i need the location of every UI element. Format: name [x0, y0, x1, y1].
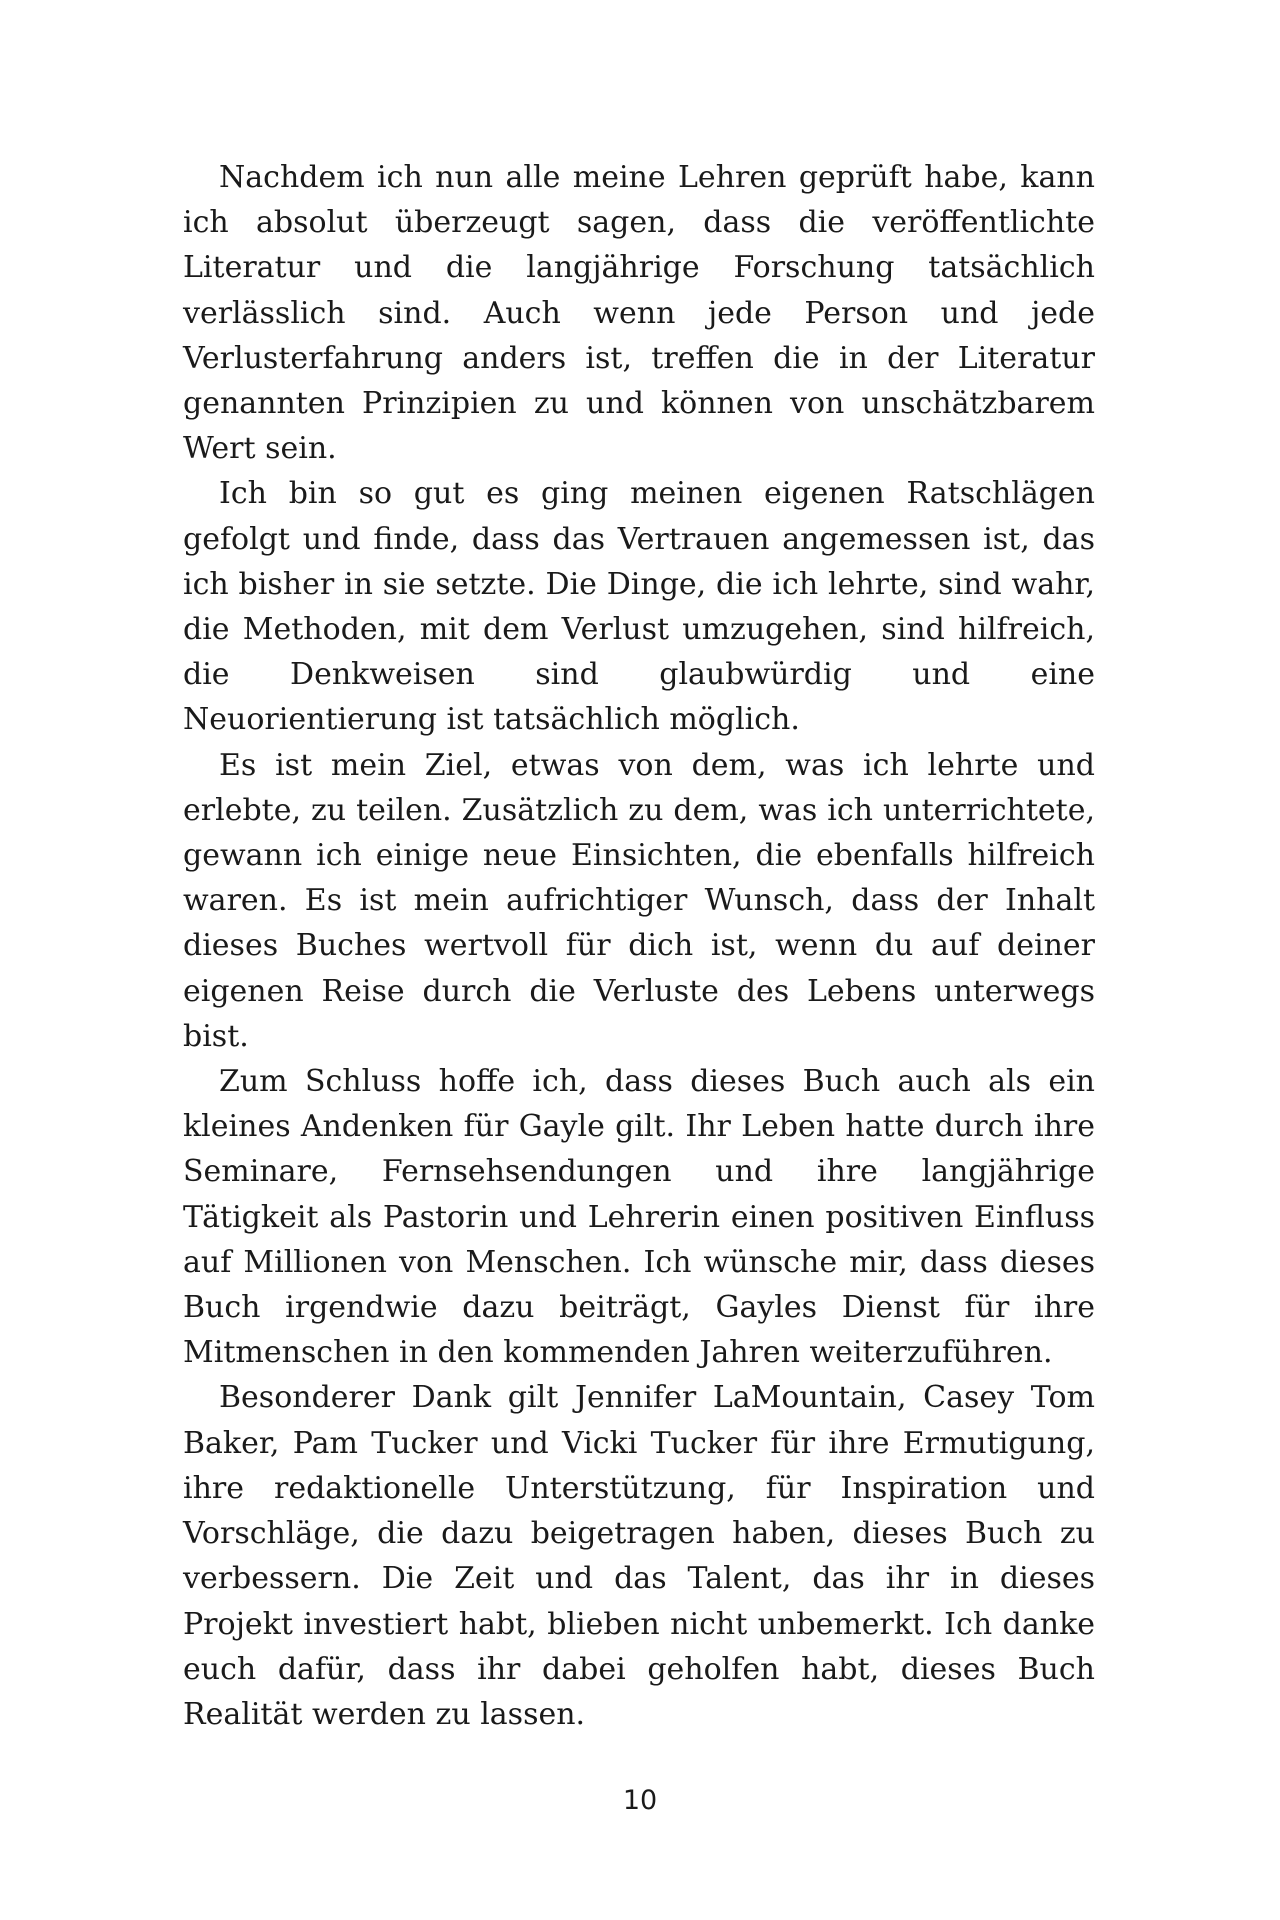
- paragraph-5: Besonderer Dank gilt Jennifer LaMountain, Casey Tom Baker, Pam Tucker und Vicki Tucker für ihre Ermutigung, ihre redaktionelle Unterstützung, für Inspiration und Vorschläge, die dazu beigetragen haben, dieses Buch zu verbessern. Die Zeit und das Talent, das ihr in dieses Projekt investiert habt, blieben nicht unbemerkt. Ich danke euch dafür, dass ihr dabei geholfen habt, dieses Buch Realität werden zu lassen.: [183, 1380, 1095, 1732]
- body-text: [183, 155, 1095, 1737]
- page-number: 10: [622, 1785, 658, 1816]
- paragraph-1: Nachdem ich nun alle meine Lehren geprüft habe, kann ich absolut überzeugt sagen, dass die veröffentlichte Literatur und die langjährige Forschung tatsächlich verlässlich sind. Auch wenn jede Person und jede Verlusterfahrung anders ist, treffen die in der Literatur genannten Prinzipien zu und können von unschätzbarem Wert sein.: [183, 160, 1095, 467]
- paragraph-4: Zum Schluss hoffe ich, dass dieses Buch auch als ein kleines Andenken für Gayle gilt. Ihr Leben hatte durch ihre Seminare, Fernsehsendungen und ihre langjährige Tätigkeit als Pastorin und Lehrerin einen positiven Einfluss auf Millionen von Menschen. Ich wünsche mir, dass dieses Buch irgendwie dazu beiträgt, Gayles Dienst für ihre Mitmenschen in den kommenden Jahren weiterzuführen.: [183, 1064, 1095, 1371]
- paragraph-2: Ich bin so gut es ging meinen eigenen Ratschlägen gefolgt und finde, dass das Vertrauen angemessen ist, das ich bisher in sie setzte. Die Dinge, die ich lehrte, sind wahr, die Methoden, mit dem Verlust umzugehen, sind hilfreich, die Denkweisen sind glaubwürdig und eine Neuorientierung ist tatsächlich möglich.: [183, 476, 1095, 738]
- paragraph-3: Es ist mein Ziel, etwas von dem, was ich lehrte und erlebte, zu teilen. Zusätzlich zu dem, was ich unterrichtete, gewann ich einige neue Einsichten, die ebenfalls hilfreich waren. Es ist mein aufrichtiger Wunsch, dass der Inhalt dieses Buches wertvoll für dich ist, wenn du auf deiner eigenen Reise durch die Verluste des Lebens unterwegs bist.: [183, 747, 1095, 1054]
